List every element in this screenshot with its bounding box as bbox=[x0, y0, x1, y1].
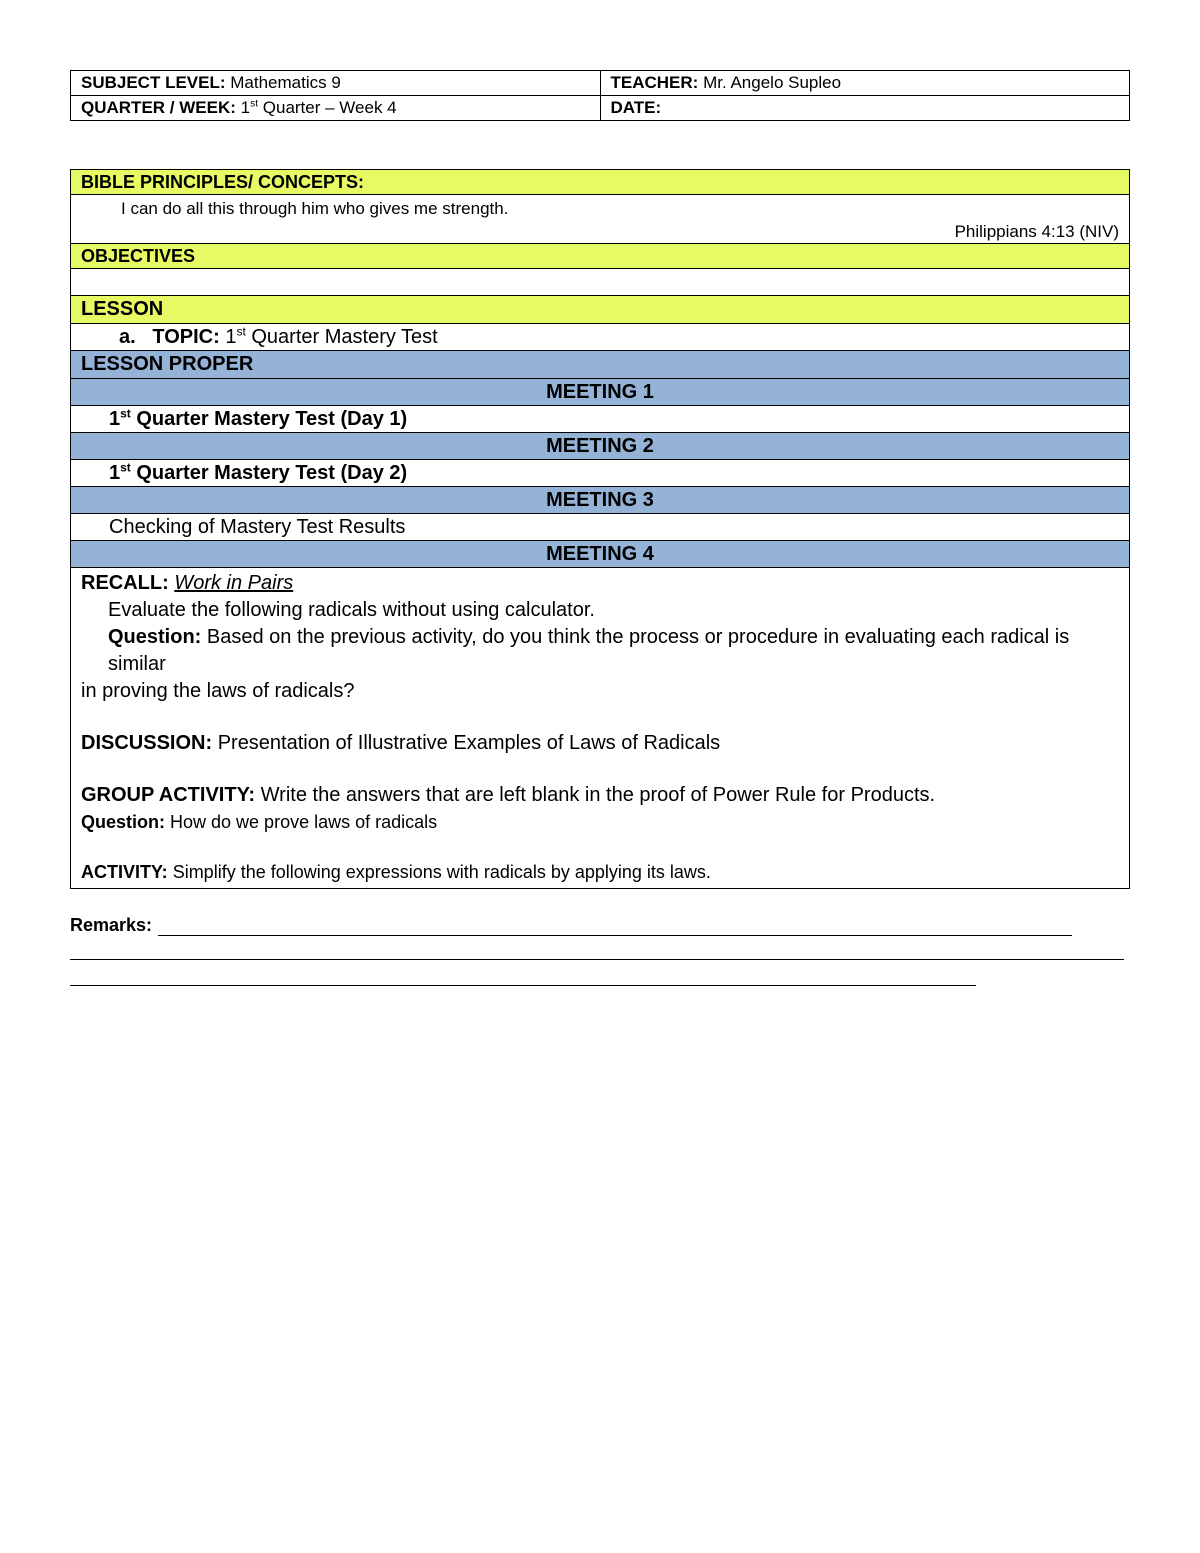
activity-text: Simplify the following expressions with radicals by applying its laws. bbox=[172, 862, 711, 882]
topic-row bbox=[71, 324, 1130, 351]
activity-label: ACTIVITY: bbox=[81, 862, 168, 882]
group-activity-label: GROUP ACTIVITY: bbox=[81, 784, 256, 806]
question2-line bbox=[81, 809, 1119, 836]
lesson-table bbox=[70, 169, 1130, 889]
discussion-text: Presentation of Illustrative Examples of Laws of Radicals bbox=[217, 732, 721, 754]
subject-value: Mathematics 9 bbox=[230, 73, 341, 92]
discussion-label: DISCUSSION: bbox=[81, 732, 213, 754]
discussion-line bbox=[81, 730, 1119, 757]
quarter-rest: Quarter – Week 4 bbox=[262, 98, 397, 117]
bible-heading: BIBLE PRINCIPLES/ CONCEPTS: bbox=[71, 170, 1130, 195]
meeting-2-num: 1 bbox=[109, 462, 121, 484]
subject-label: SUBJECT LEVEL: bbox=[81, 73, 226, 92]
recall-label: RECALL: bbox=[81, 572, 169, 594]
meeting-4-heading: MEETING 4 bbox=[71, 541, 1130, 568]
meeting-1-sup: st bbox=[120, 406, 131, 421]
activity-line bbox=[81, 859, 1119, 886]
quarter-num: 1 bbox=[240, 98, 251, 117]
bible-reference: Philippians 4:13 (NIV) bbox=[954, 222, 1119, 241]
meeting-3-heading: MEETING 3 bbox=[71, 487, 1130, 514]
meeting-2-sup: st bbox=[120, 460, 131, 475]
topic-num: 1 bbox=[225, 326, 237, 348]
teacher-value: Mr. Angelo Supleo bbox=[703, 73, 842, 92]
meeting-4-body bbox=[71, 568, 1130, 889]
question2-text: How do we prove laws of radicals bbox=[170, 812, 438, 832]
subject-cell bbox=[71, 71, 601, 96]
quarter-label: QUARTER / WEEK: bbox=[81, 98, 236, 117]
lesson-plan-page bbox=[70, 70, 1130, 995]
meeting-2-text: Quarter Mastery Test (Day 2) bbox=[136, 462, 408, 484]
question-text: Based on the previous activity, do you think the process or procedure in evaluating each radical is similar bbox=[108, 626, 1070, 675]
date-label: DATE: bbox=[610, 98, 662, 117]
date-cell bbox=[600, 96, 1130, 121]
objectives-heading: OBJECTIVES bbox=[71, 244, 1130, 269]
group-activity-line bbox=[81, 782, 1119, 809]
meeting-2-body bbox=[71, 460, 1130, 487]
meeting-1-num: 1 bbox=[109, 408, 121, 430]
topic-sup: st bbox=[236, 324, 246, 339]
meeting-1-heading: MEETING 1 bbox=[71, 379, 1130, 406]
meeting-3-body: Checking of Mastery Test Results bbox=[71, 514, 1130, 541]
question2-label: Question: bbox=[81, 812, 165, 832]
meeting-1-body bbox=[71, 406, 1130, 433]
topic-rest: Quarter Mastery Test bbox=[251, 326, 438, 348]
recall-link[interactable]: Work in Pairs bbox=[174, 572, 294, 594]
remarks-line-3[interactable] bbox=[70, 985, 976, 986]
quarter-sup: st bbox=[250, 98, 259, 110]
teacher-label: TEACHER: bbox=[610, 73, 699, 92]
lesson-heading: LESSON bbox=[71, 296, 1130, 324]
meeting-1-text: Quarter Mastery Test (Day 1) bbox=[136, 408, 408, 430]
topic-marker: a. bbox=[119, 326, 136, 348]
question-label: Question: bbox=[108, 626, 202, 648]
bible-verse: I can do all this through him who gives me strength. bbox=[121, 199, 509, 218]
group-activity-text: Write the answers that are left blank in the proof of Power Rule for Products. bbox=[260, 784, 936, 806]
lesson-proper-heading: LESSON PROPER bbox=[71, 351, 1130, 379]
objectives-body bbox=[71, 269, 1130, 296]
remarks-line-1[interactable] bbox=[158, 935, 1072, 936]
teacher-cell bbox=[600, 71, 1130, 96]
bible-verse-cell bbox=[71, 195, 1130, 244]
recall-line bbox=[81, 570, 1119, 597]
header-table bbox=[70, 70, 1130, 121]
quarter-cell bbox=[71, 96, 601, 121]
remarks-label: Remarks: bbox=[70, 915, 153, 935]
remarks-section bbox=[70, 915, 1130, 995]
question-line bbox=[81, 624, 1119, 678]
meeting-2-heading: MEETING 2 bbox=[71, 433, 1130, 460]
recall-text: Evaluate the following radicals without using calculator. bbox=[108, 599, 595, 621]
question-text-2: in proving the laws of radicals? bbox=[81, 680, 355, 702]
topic-label: TOPIC: bbox=[152, 326, 220, 348]
remarks-line-2[interactable] bbox=[70, 959, 1124, 960]
